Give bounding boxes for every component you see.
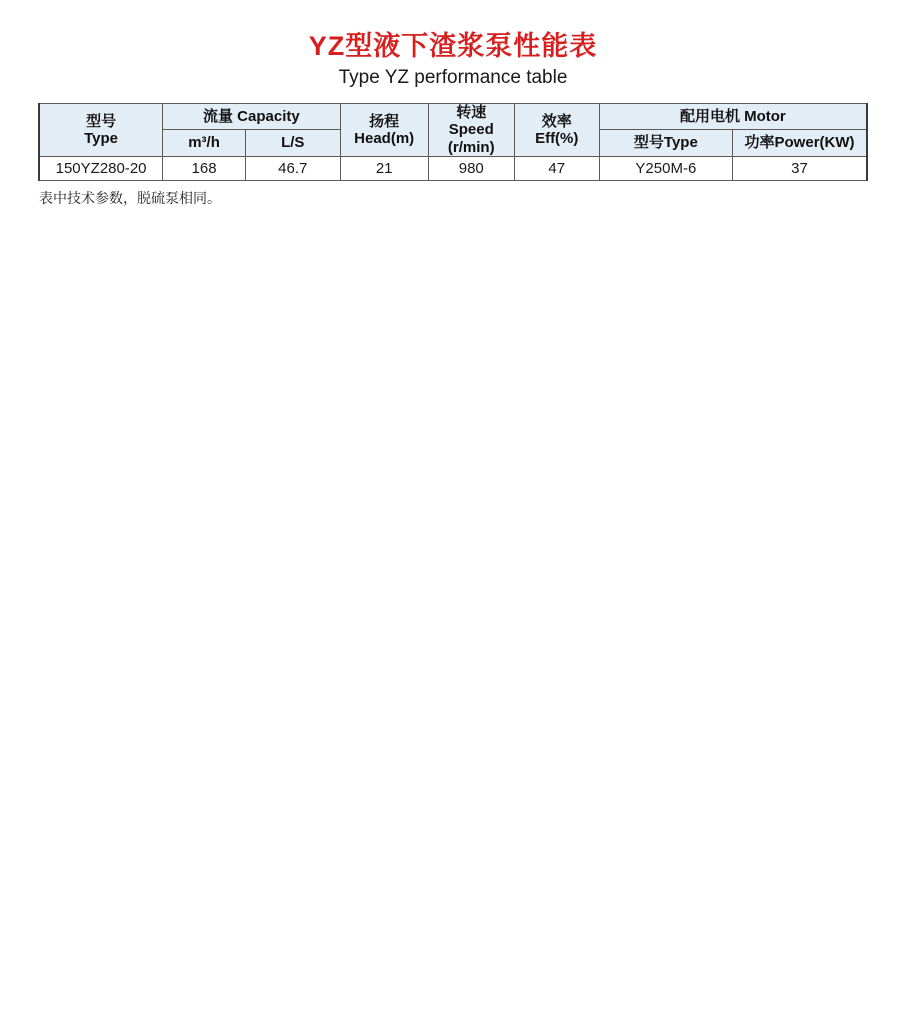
efficiency-cell: 47 — [514, 156, 599, 180]
header-type-cn: 型号 — [86, 112, 117, 130]
motor-power-cell: 37 — [733, 156, 867, 180]
pump-type-cell: 150YZ280-20 — [39, 156, 163, 180]
header-eff-cn: 效率 — [541, 112, 572, 130]
header-head-cn: 扬程 — [369, 112, 400, 130]
table-body — [39, 156, 867, 180]
header-capacity-m3h: m³/h — [163, 130, 246, 156]
motor-type-cell: Y250M-6 — [599, 156, 732, 180]
page-title-en: Type YZ performance table — [338, 67, 568, 88]
header-motor-type: 型号Type — [599, 130, 732, 156]
header-type-en: Type — [84, 129, 119, 147]
header-speed-cn: 转速 — [456, 104, 487, 121]
capacity-m3h-cell: 168 — [163, 156, 246, 180]
header-motor: 配用电机 Motor — [599, 104, 867, 130]
header-speed-unit: (r/min) — [447, 138, 495, 156]
header-head-en: Head(m) — [354, 129, 415, 147]
header-head — [340, 104, 428, 157]
table-header — [39, 104, 867, 157]
performance-table — [38, 103, 868, 181]
header-capacity-ls: L/S — [245, 130, 340, 156]
header-type — [39, 104, 163, 157]
table-row — [39, 156, 867, 180]
table-note: 表中技术参数，脱硫泵相同。 — [39, 189, 221, 206]
header-capacity: 流量 Capacity — [163, 104, 340, 130]
header-row-1 — [39, 104, 867, 130]
header-motor-power: 功率Power(KW) — [733, 130, 867, 156]
header-speed-en: Speed — [448, 121, 494, 139]
header-efficiency — [514, 104, 599, 157]
header-speed — [428, 104, 514, 157]
speed-cell: 980 — [428, 156, 514, 180]
page-title-cn: YZ型液下渣浆泵性能表 — [308, 31, 598, 61]
header-eff-en: Eff(%) — [535, 129, 579, 147]
head-cell: 21 — [340, 156, 428, 180]
capacity-ls-cell: 46.7 — [245, 156, 340, 180]
